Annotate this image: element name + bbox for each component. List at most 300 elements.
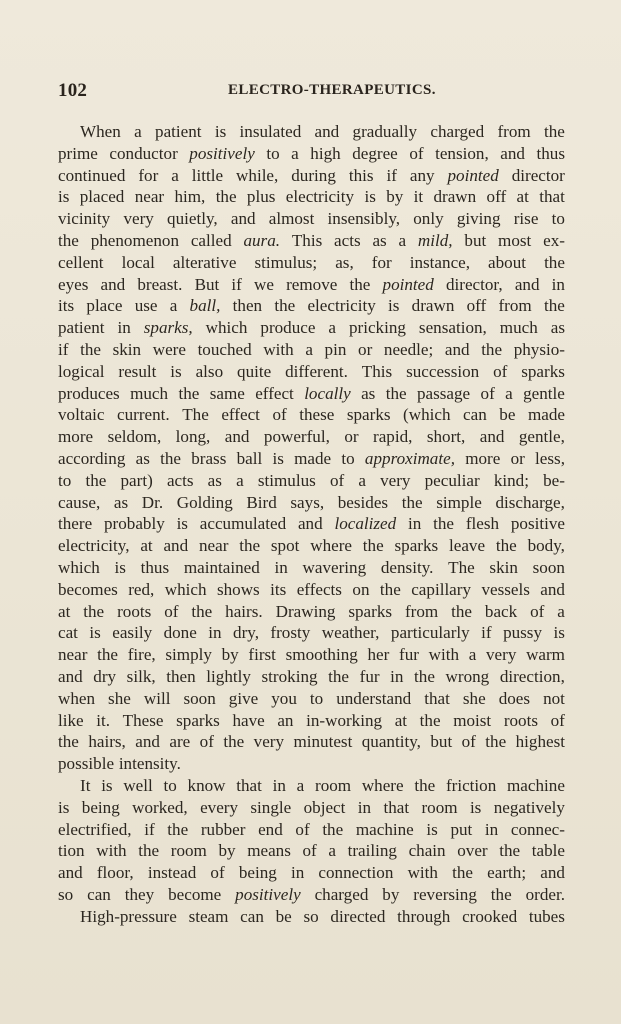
- word: as: [550, 318, 565, 338]
- word: table: [531, 841, 565, 861]
- word: that: [383, 797, 410, 817]
- word: says,: [290, 492, 325, 512]
- word: the: [414, 666, 435, 686]
- word: The: [182, 405, 209, 425]
- word: in: [390, 666, 404, 686]
- word: the: [452, 863, 473, 883]
- word: where: [361, 775, 404, 795]
- word: we: [254, 274, 274, 294]
- word: quantity,: [361, 732, 421, 752]
- word: localized: [334, 514, 397, 534]
- word: moist: [453, 710, 492, 730]
- word: as: [135, 448, 150, 468]
- word: room: [315, 775, 352, 795]
- word: give: [228, 688, 259, 708]
- word: sparks: [346, 405, 391, 425]
- word: voltaic: [58, 405, 105, 425]
- word: besides: [337, 492, 389, 512]
- word: ball: [236, 448, 263, 468]
- word: pin: [324, 339, 347, 359]
- text-line: [58, 448, 565, 470]
- word: stroking: [261, 666, 318, 686]
- text-line: [58, 862, 565, 884]
- text-line: [58, 601, 565, 623]
- word: she: [462, 688, 486, 708]
- word: then: [232, 296, 263, 316]
- word: warm: [526, 645, 565, 665]
- word: pussy: [503, 623, 543, 643]
- word: touched: [197, 339, 252, 359]
- word: much: [130, 383, 169, 403]
- word: the: [58, 732, 79, 752]
- word: order.: [525, 884, 565, 904]
- word: tion: [58, 841, 85, 861]
- word: dry: [93, 666, 117, 686]
- word: plus: [246, 187, 276, 207]
- word: object: [303, 797, 346, 817]
- word: as: [113, 492, 129, 512]
- word: a: [236, 470, 244, 490]
- word: drawn: [411, 296, 455, 316]
- word: the: [419, 710, 441, 730]
- word: then: [166, 666, 196, 686]
- word: by: [386, 187, 404, 207]
- word: to: [266, 143, 280, 163]
- word: near: [198, 536, 229, 556]
- word: rubber: [200, 819, 246, 839]
- word: sparks: [521, 361, 565, 381]
- word: the: [97, 645, 118, 665]
- word: placed: [79, 187, 125, 207]
- word: made: [527, 405, 565, 425]
- word: body,: [527, 536, 565, 556]
- text-line: [58, 295, 565, 317]
- word: gradually: [352, 122, 418, 141]
- word: in: [208, 623, 222, 643]
- text-line: [58, 339, 565, 361]
- word: electrified,: [58, 819, 132, 839]
- word: fur: [359, 666, 380, 686]
- word: the: [499, 841, 521, 861]
- word: in: [117, 318, 131, 338]
- word: more: [58, 427, 94, 447]
- word: the: [544, 252, 565, 272]
- word: made: [294, 448, 332, 468]
- word: shows: [216, 579, 260, 599]
- text-line: [58, 252, 565, 274]
- word: off: [466, 296, 487, 316]
- word: a: [296, 775, 305, 795]
- word: the: [239, 536, 261, 556]
- word: called: [190, 230, 232, 250]
- word: every: [200, 797, 239, 817]
- word: insensibly,: [327, 209, 401, 229]
- word: is: [170, 361, 182, 381]
- word: directed: [330, 906, 386, 926]
- word: the: [481, 339, 503, 359]
- text-line: [58, 557, 565, 579]
- word: in: [290, 863, 305, 883]
- word: little: [191, 165, 224, 185]
- word: approximate,: [364, 448, 455, 468]
- word: and: [58, 666, 83, 686]
- word: a: [305, 339, 313, 359]
- word: probably: [103, 514, 165, 534]
- word: about: [488, 252, 527, 272]
- word: the: [543, 296, 565, 316]
- word: logical: [58, 361, 105, 381]
- word: (which: [403, 405, 451, 425]
- word: for: [138, 165, 159, 185]
- word: pricking: [348, 318, 406, 338]
- word: for: [371, 252, 392, 272]
- word: tension,: [435, 143, 489, 163]
- word: flesh: [465, 514, 500, 534]
- word: continued: [58, 165, 126, 185]
- word: wavering: [302, 557, 367, 577]
- word: spot: [270, 536, 300, 556]
- word: accumulated: [199, 514, 287, 534]
- word: single: [250, 797, 292, 817]
- word: high: [310, 143, 341, 163]
- page-header: [58, 80, 565, 104]
- text-line: [58, 165, 565, 187]
- word: the: [385, 383, 407, 403]
- word: is: [89, 623, 101, 643]
- word: floor,: [96, 863, 134, 883]
- word: drawn: [433, 187, 477, 207]
- word: know: [187, 775, 226, 795]
- word: particularly: [390, 623, 470, 643]
- text-line: [58, 884, 565, 906]
- word: and: [163, 536, 189, 556]
- text-line: [58, 274, 565, 296]
- word: very: [486, 645, 517, 665]
- word: negatively: [493, 797, 565, 817]
- word: patient: [58, 318, 105, 338]
- word: as: [361, 383, 376, 403]
- word: kind;: [493, 470, 529, 490]
- word: most: [498, 230, 532, 250]
- word: soon: [183, 688, 216, 708]
- word: produces: [58, 383, 120, 403]
- word: Dr.: [141, 492, 164, 512]
- word: vessels: [481, 579, 530, 599]
- word: of: [329, 470, 345, 490]
- word: insulated: [239, 122, 302, 141]
- word: you: [271, 688, 297, 708]
- word: first: [248, 645, 276, 665]
- word: intensity.: [118, 754, 181, 774]
- word: The: [448, 557, 475, 577]
- word: and: [135, 732, 160, 752]
- word: is: [58, 187, 70, 207]
- word: very: [380, 470, 411, 490]
- word: of: [210, 863, 225, 883]
- word: charged: [430, 122, 485, 141]
- word: as,: [335, 252, 354, 272]
- word: at: [394, 710, 408, 730]
- word: also: [195, 361, 224, 381]
- word: of: [461, 732, 476, 752]
- word: off: [486, 187, 507, 207]
- word: quietly,: [167, 209, 218, 229]
- text-line: [58, 535, 565, 557]
- word: result: [118, 361, 157, 381]
- word: trailing: [347, 841, 397, 861]
- word: hairs,: [88, 732, 126, 752]
- word: become: [168, 884, 222, 904]
- word: connec-: [510, 819, 565, 839]
- word: if: [58, 339, 69, 359]
- word: the: [80, 339, 101, 359]
- word: giving: [456, 209, 501, 229]
- word: physio-: [513, 339, 565, 359]
- word: the: [328, 666, 350, 686]
- word: in: [272, 775, 286, 795]
- word: any: [409, 165, 435, 185]
- word: of: [272, 405, 287, 425]
- word: room: [170, 841, 207, 861]
- word: in-working: [306, 710, 383, 730]
- word: understand: [336, 688, 412, 708]
- word: from: [497, 122, 531, 141]
- word: gentle,: [518, 427, 565, 447]
- word: the: [379, 579, 401, 599]
- word: the: [544, 122, 565, 141]
- word: very: [123, 209, 154, 229]
- word: charged: [314, 884, 369, 904]
- text-line: [58, 666, 565, 688]
- word: same: [209, 383, 245, 403]
- word: powerful,: [263, 427, 330, 447]
- word: skin: [489, 557, 518, 577]
- word: minutest: [293, 732, 353, 752]
- word: director: [511, 165, 565, 185]
- word: as: [207, 470, 222, 490]
- text-line: [58, 317, 565, 339]
- word: more: [465, 448, 501, 468]
- word: instance,: [409, 252, 471, 272]
- text-line: [58, 622, 565, 644]
- word: fur: [399, 645, 419, 665]
- text-line: [58, 797, 565, 819]
- word: a: [358, 470, 366, 490]
- word: long,: [175, 427, 211, 447]
- word: the: [414, 775, 436, 795]
- word: to: [309, 688, 324, 708]
- word: its: [270, 579, 287, 599]
- word: of: [199, 732, 214, 752]
- word: When: [80, 122, 121, 141]
- word: fire,: [127, 645, 156, 665]
- word: quite: [237, 361, 272, 381]
- word: highest: [515, 732, 565, 752]
- word: of: [530, 601, 545, 621]
- word: done: [163, 623, 197, 643]
- word: conductor: [109, 143, 178, 163]
- text-line: [58, 186, 565, 208]
- word: of: [409, 143, 424, 163]
- word: a: [468, 645, 477, 665]
- word: of: [550, 710, 565, 730]
- word: roots: [503, 710, 538, 730]
- word: tubes: [528, 906, 565, 926]
- word: him,: [174, 187, 206, 207]
- word: remove: [286, 274, 338, 294]
- word: the: [160, 448, 181, 468]
- word: at: [140, 536, 153, 556]
- word: instead: [147, 863, 197, 883]
- word: is: [364, 187, 376, 207]
- word: so: [303, 906, 319, 926]
- word: will: [143, 688, 171, 708]
- word: seldom,: [107, 427, 162, 447]
- word: cellent: [58, 252, 104, 272]
- word: possible: [58, 754, 115, 774]
- word: patient: [155, 122, 202, 141]
- word: wrong: [445, 666, 490, 686]
- text-line: [58, 208, 565, 230]
- word: of: [480, 383, 495, 403]
- word: vicinity: [58, 209, 111, 229]
- word: the: [85, 470, 107, 490]
- word: roots: [117, 601, 152, 621]
- word: or: [344, 427, 359, 447]
- text-line: [58, 775, 565, 797]
- word: But: [194, 274, 220, 294]
- word: from: [498, 296, 532, 316]
- word: the: [178, 383, 200, 403]
- word: earth;: [487, 863, 527, 883]
- word: and: [230, 209, 256, 229]
- word: have: [232, 710, 265, 730]
- word: if: [481, 623, 492, 643]
- word: cause,: [58, 492, 101, 512]
- word: when: [58, 688, 96, 708]
- word: the: [433, 514, 454, 534]
- word: not: [543, 688, 565, 708]
- word: is: [388, 296, 400, 316]
- word: machine: [355, 819, 414, 839]
- word: to: [163, 775, 177, 795]
- word: by: [221, 645, 239, 665]
- word: short,: [426, 427, 466, 447]
- word: positive: [510, 514, 565, 534]
- word: positively: [235, 884, 301, 904]
- word: a: [171, 165, 179, 185]
- word: machine: [507, 775, 565, 795]
- text-line: [58, 579, 565, 601]
- word: they: [124, 884, 155, 904]
- word: simple: [436, 492, 482, 512]
- word: near: [134, 187, 165, 207]
- word: according: [58, 448, 126, 468]
- word: with: [428, 645, 460, 665]
- word: a: [291, 143, 299, 163]
- word: which: [205, 318, 248, 338]
- word: and: [540, 579, 565, 599]
- word: which: [58, 557, 100, 577]
- word: it: [413, 187, 424, 207]
- text-line: [58, 230, 565, 252]
- word: to: [551, 209, 565, 229]
- word: if: [386, 165, 397, 185]
- word: alterative: [172, 252, 237, 272]
- word: sparks: [176, 710, 220, 730]
- word: the: [138, 841, 160, 861]
- word: electricity: [285, 187, 355, 207]
- word: part): [120, 470, 153, 490]
- word: Bird: [246, 492, 277, 512]
- word: friction: [445, 775, 497, 795]
- word: being: [238, 863, 277, 883]
- word: at: [516, 187, 529, 207]
- word: a: [505, 383, 513, 403]
- word: very: [253, 732, 285, 752]
- word: end: [258, 819, 283, 839]
- word: in: [274, 557, 288, 577]
- word: which: [164, 579, 207, 599]
- word: succession: [406, 361, 480, 381]
- word: stimulus;: [254, 252, 318, 272]
- word: a: [169, 296, 178, 316]
- running-head: ELECTRO-THERAPEUTICS.: [228, 82, 436, 98]
- word: aura.: [243, 230, 281, 250]
- word: through: [397, 906, 451, 926]
- word: the: [362, 536, 384, 556]
- text-line: [58, 361, 565, 383]
- word: put: [450, 819, 473, 839]
- word: density.: [380, 557, 434, 577]
- word: with: [263, 339, 294, 359]
- word: near: [58, 645, 88, 665]
- word: passage: [416, 383, 471, 403]
- word: that: [539, 187, 565, 207]
- word: effect: [255, 383, 294, 403]
- word: breast.: [137, 274, 183, 294]
- word: of: [295, 819, 310, 839]
- word: and: [224, 427, 250, 447]
- word: the: [223, 732, 245, 752]
- word: capillary: [411, 579, 472, 599]
- word: being: [81, 797, 120, 817]
- word: easily: [112, 623, 153, 643]
- word: the: [401, 492, 423, 512]
- word: or: [358, 339, 373, 359]
- word: the: [495, 536, 517, 556]
- word: pointed: [382, 274, 434, 294]
- word: like: [58, 710, 84, 730]
- text-line: [58, 513, 565, 535]
- word: and: [100, 274, 126, 294]
- page-number: 102: [58, 80, 88, 101]
- word: sparks,: [143, 318, 193, 338]
- text-line: [58, 688, 565, 710]
- word: is: [214, 122, 227, 141]
- text-line: [58, 731, 565, 753]
- word: eyes: [58, 274, 89, 294]
- word: in: [408, 514, 422, 534]
- word: This: [361, 361, 393, 381]
- word: or: [510, 448, 525, 468]
- word: and: [479, 427, 505, 447]
- text-line: [58, 753, 565, 775]
- word: and: [314, 122, 340, 141]
- word: degree: [352, 143, 398, 163]
- word: dry,: [233, 623, 259, 643]
- text-line: [58, 121, 565, 143]
